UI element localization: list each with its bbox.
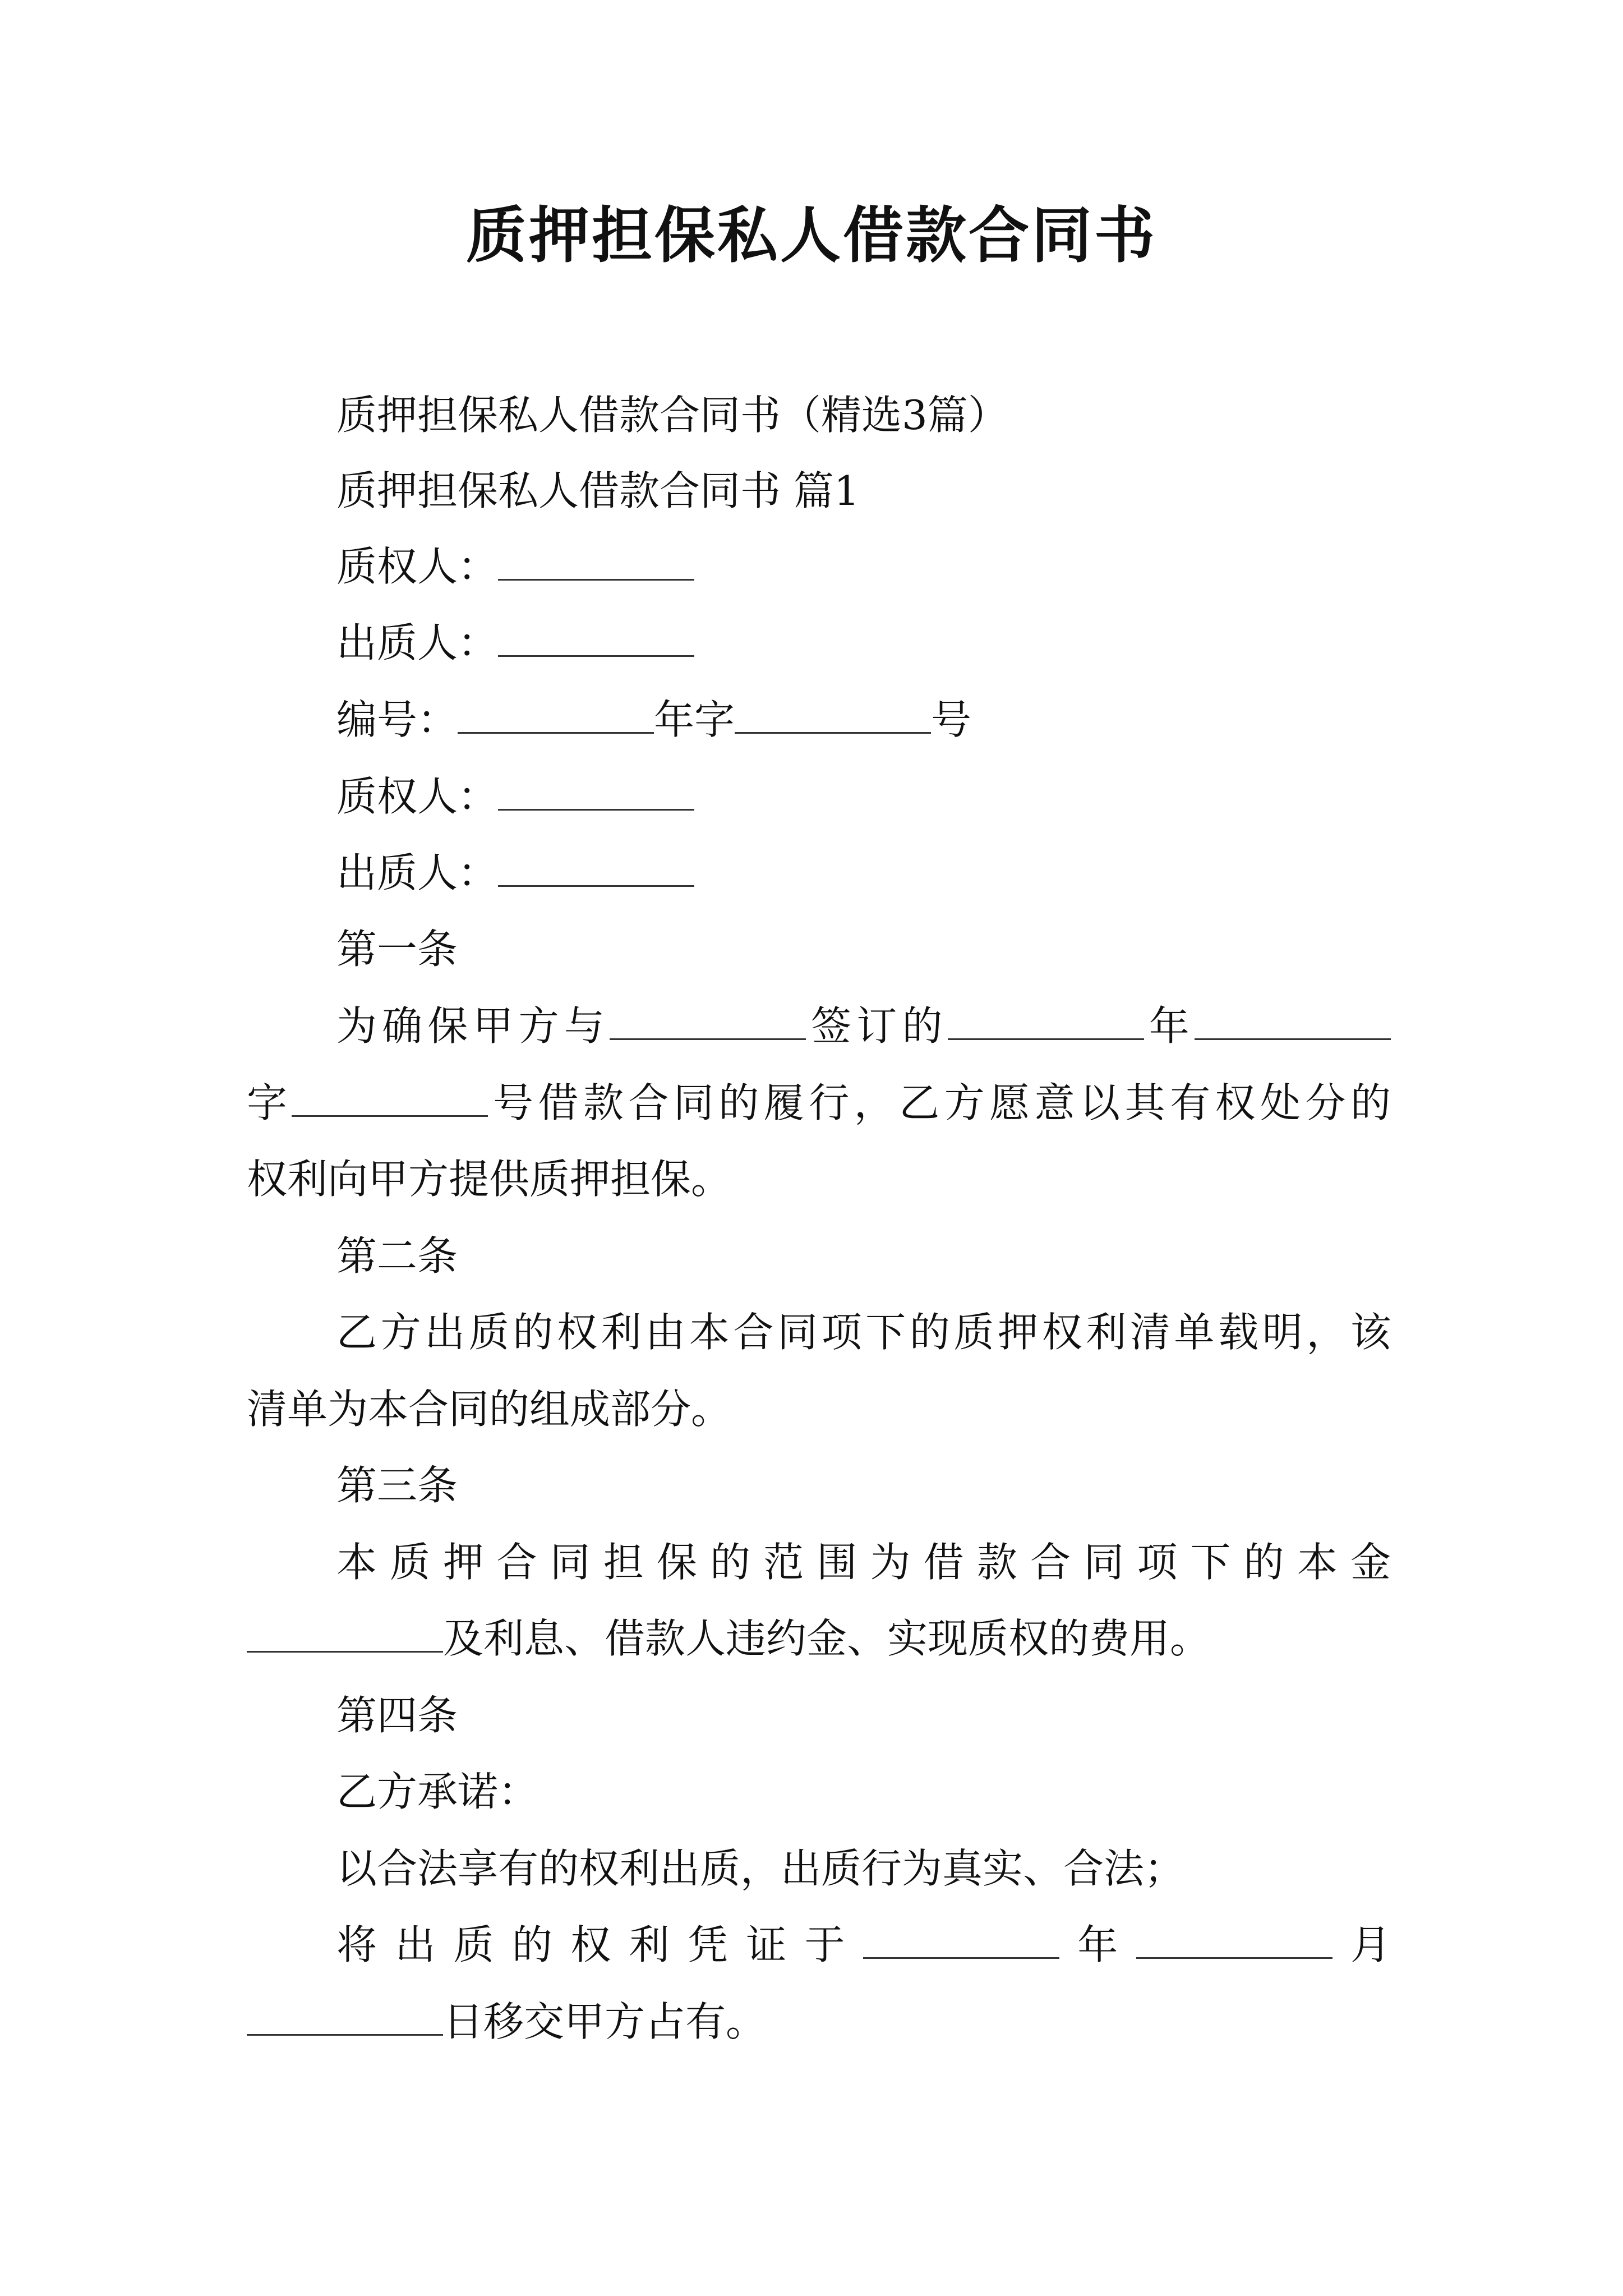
article-3-heading-text: 第三条 [336,1462,458,1509]
article-1-text-a: 为确保甲方与 [336,1002,610,1050]
article-3-blank [247,1616,443,1653]
pledgee-blank [498,544,694,581]
article-4-line-3 [336,1917,1391,1973]
article-4-line-2 [336,1841,1481,1897]
article-4-text-a: 乙方承诺： [336,1768,539,1815]
article-1-text-c: 年 [1144,1002,1195,1050]
number-suffix: 号 [931,696,972,743]
article-1-line-3 [247,1151,1391,1207]
article-2-line-2 [247,1381,1391,1437]
article-1-heading-text: 第一条 [336,926,458,973]
pledgee-line [336,539,1481,595]
pledgee-label: 质权人： [336,543,499,590]
article-1-text-d: 字 [247,1079,292,1126]
article-2-heading [336,1228,1481,1284]
article-1-blank-b [948,1004,1144,1040]
article-1-text-b: 签订的 [805,1002,948,1050]
article-2-line-1 [336,1304,1391,1360]
article-4-text-month: 月 [1332,1921,1391,1968]
article-3-text-b: 及利息、借款人违约金、实现质权的费用。 [443,1615,1211,1662]
article-1-heading [336,921,1481,977]
pledgor-label: 出质人： [336,619,499,666]
article-1-blank-d [292,1080,488,1117]
article-3-line-1 [336,1534,1391,1590]
number-label: 编号： [336,696,458,743]
article-1-blank-c [1195,1004,1391,1040]
article-1-blank-a [610,1004,806,1040]
article-4-blank-day [247,1999,443,2036]
article-1-text-f: 权利向甲方提供质押担保。 [247,1156,732,1203]
number-line [336,692,1481,748]
subtitle-text: 质押担保私人借款合同书（精选3篇） [336,392,1008,439]
article-1-text-e: 号借款合同的履行，乙方愿意以其有权处分的 [488,1079,1391,1126]
article-1-line-1 [336,998,1391,1054]
article-3-heading [336,1457,1481,1513]
document-title: 质押担保私人借款合同书 [465,200,1157,271]
article-3-line-2 [247,1611,1391,1667]
subtitle-line [336,387,1481,443]
article-4-blank-year [863,1922,1059,1959]
section-heading [336,463,1481,519]
article-4-text-day: 日移交甲方占有。 [443,1998,767,2045]
article-4-line-4 [247,1994,1391,2050]
number-year-blank [458,697,654,734]
pledgor-label-2: 出质人： [336,849,499,896]
pledgor-blank-2 [498,850,694,887]
pledgee-line-2 [336,769,1481,825]
article-4-line-1 [336,1764,1481,1820]
pledgor-line [336,615,1481,671]
article-4-heading [336,1687,1481,1743]
article-4-heading-text: 第四条 [336,1692,458,1739]
pledgor-blank [498,620,694,657]
pledgee-label-2: 质权人： [336,773,499,820]
article-2-text-a: 乙方出质的权利由本合同项下的质押权利清单载明，该 [336,1309,1391,1356]
article-4-text-b: 以合法享有的权利出质，出质行为真实、合法； [336,1845,1185,1892]
pledgee-blank-2 [498,774,694,811]
pledgor-line-2 [336,845,1481,901]
section-heading-text: 质押担保私人借款合同书 篇1 [336,467,860,514]
article-4-text-c: 将出质的权利凭证于 [336,1921,863,1968]
article-2-text-b: 清单为本合同的组成部分。 [247,1386,732,1433]
article-4-blank-month [1136,1922,1332,1959]
number-seq-blank [735,697,931,734]
article-3-text-a: 本质押合同担保的范围为借款合同项下的本金 [336,1539,1391,1586]
article-2-heading-text: 第二条 [336,1232,458,1280]
article-1-line-2 [247,1075,1391,1131]
article-4-text-year: 年 [1059,1921,1136,1968]
number-year-text: 年字 [654,696,735,743]
